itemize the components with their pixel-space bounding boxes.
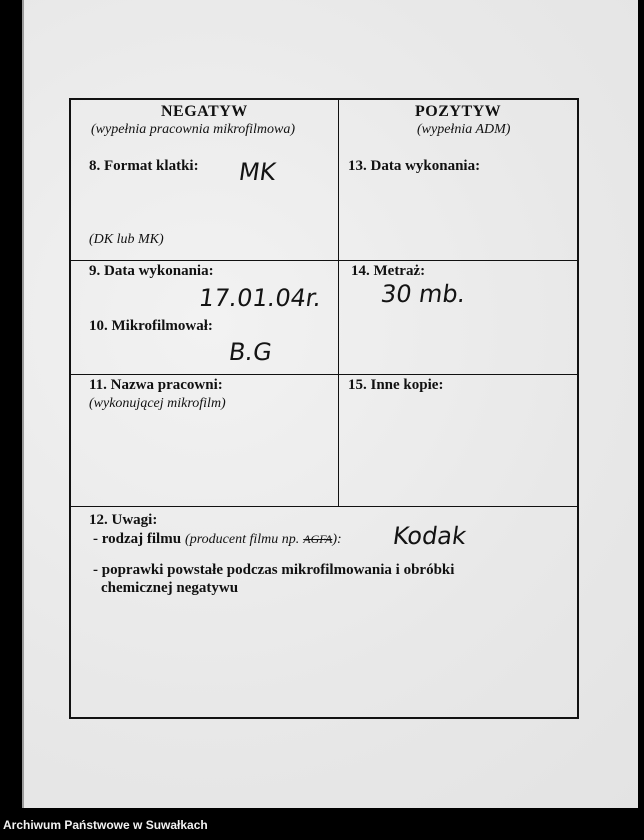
row-divider-2 — [71, 374, 579, 375]
film-type-hint-prefix: (producent filmu np. — [185, 532, 300, 547]
film-type-hint-suffix: ): — [332, 532, 342, 547]
operator-value: B.G — [227, 338, 274, 366]
column-divider — [338, 100, 339, 506]
row-divider-3 — [71, 506, 579, 507]
copies-label: 15. Inne kopie: — [348, 377, 444, 393]
format-value: MK — [237, 158, 278, 186]
film-type-value: Kodak — [391, 522, 469, 550]
archive-name: Archiwum Państwowe w Suwałkach — [3, 818, 208, 832]
row-divider-1 — [71, 260, 579, 261]
lab-label: 11. Nazwa pracowni: — [89, 377, 223, 393]
remarks-label: 12. Uwagi: — [89, 512, 158, 528]
negatyw-title: NEGATYW — [161, 103, 248, 120]
negatyw-date-value: 17.01.04r. — [197, 284, 324, 312]
corrections-line-1: - poprawki powstałe podczas mikrofilmowania i obróbki — [93, 562, 455, 578]
negatyw-date-label: 9. Data wykonania: — [89, 263, 214, 279]
operator-label: 10. Mikrofilmował: — [89, 318, 213, 334]
format-hint: (DK lub MK) — [89, 232, 164, 247]
format-label: 8. Format klatki: — [89, 158, 199, 174]
pozytyw-subtitle: (wypełnia ADM) — [417, 122, 511, 137]
film-type-label: - rodzaj filmu — [93, 531, 182, 547]
lab-hint: (wykonującej mikrofilm) — [89, 396, 226, 411]
length-value: 30 mb. — [379, 280, 468, 308]
length-label: 14. Metraż: — [351, 263, 426, 279]
microfilm-record-form — [69, 98, 579, 719]
film-type-line — [93, 530, 342, 548]
negatyw-subtitle: (wypełnia pracownia mikrofilmowa) — [91, 122, 296, 137]
film-type-hint-struck: AGFA — [303, 532, 333, 546]
pozytyw-title: POZYTYW — [415, 103, 502, 120]
pozytyw-date-label: 13. Data wykonania: — [348, 158, 481, 174]
corrections-line-2: chemicznej negatywu — [101, 580, 239, 596]
